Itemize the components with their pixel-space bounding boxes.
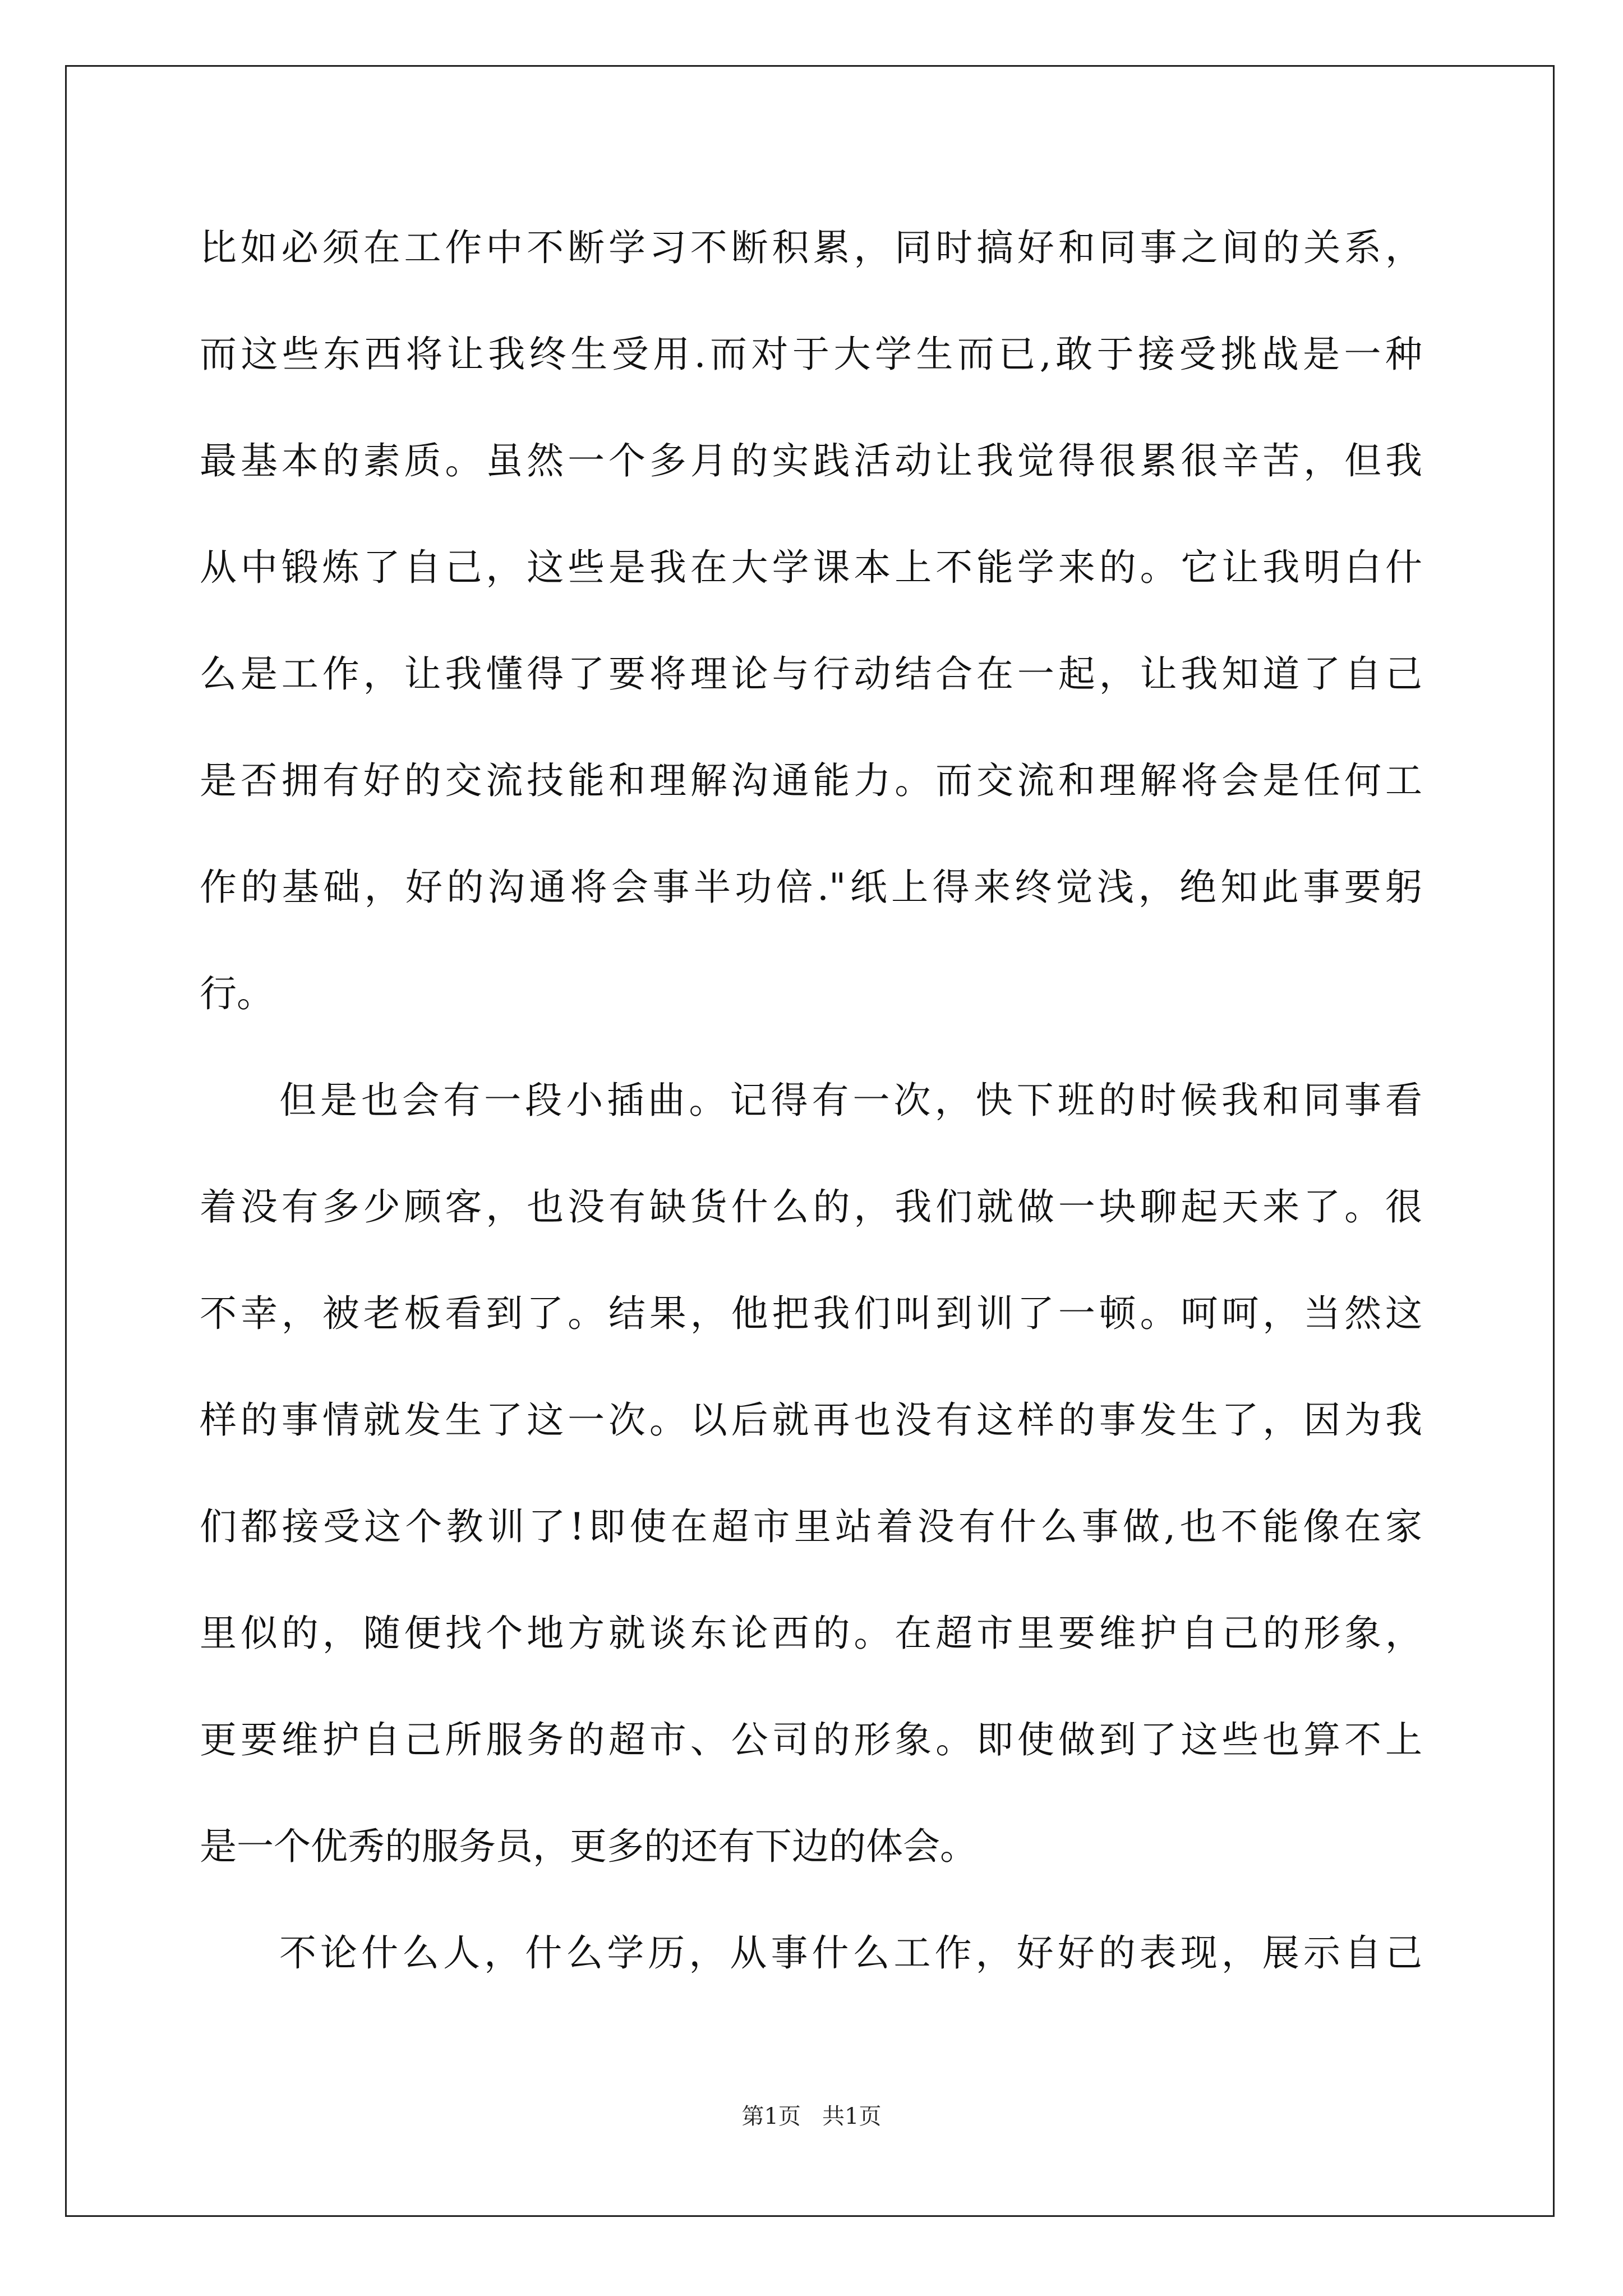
text-line: 着没有多少顾客，也没有缺货什么的，我们就做一块聊起天来了。很 [200, 1185, 1422, 1228]
text-line: 更要维护自己所服务的超市、公司的形象。即使做到了这些也算不上 [200, 1718, 1422, 1761]
page-number-footer: 第1页 共1页 [741, 2104, 882, 2129]
text-line: 样的事情就发生了这一次。以后就再也没有这样的事发生了，因为我 [200, 1398, 1422, 1442]
paragraph-first-line: 不论什么人，什么学历，从事什么工作，好好的表现，展示自己 [279, 1931, 1422, 1975]
text-line: 里似的，随便找个地方就谈东论西的。在超市里要维护自己的形象， [200, 1612, 1422, 1655]
paragraph-first-line: 但是也会有一段小插曲。记得有一次，快下班的时候我和同事看 [279, 1079, 1422, 1122]
text-line: 不幸，被老板看到了。结果，他把我们叫到训了一顿。呵呵，当然这 [200, 1292, 1422, 1335]
text-line: 最基本的素质。虽然一个多月的实践活动让我觉得很累很辛苦，但我 [200, 439, 1422, 482]
text-line: 而这些东西将让我终生受用.而对于大学生而已,敢于接受挑战是一种 [200, 333, 1422, 376]
text-line: 行。 [200, 972, 274, 1015]
page-border [65, 65, 1555, 2217]
text-line: 么是工作，让我懂得了要将理论与行动结合在一起，让我知道了自己 [200, 652, 1422, 696]
text-line: 从中锻炼了自己，这些是我在大学课本上不能学来的。它让我明白什 [200, 546, 1422, 589]
text-line: 作的基础，好的沟通将会事半功倍."纸上得来终觉浅，绝知此事要躬 [200, 866, 1422, 909]
text-line: 们都接受这个教训了!即使在超市里站着没有什么事做,也不能像在家 [200, 1505, 1422, 1548]
text-line: 比如必须在工作中不断学习不断积累，同时搞好和同事之间的关系， [200, 226, 1422, 269]
text-line: 是否拥有好的交流技能和理解沟通能力。而交流和理解将会是任何工 [200, 759, 1422, 802]
text-line: 是一个优秀的服务员，更多的还有下边的体会。 [200, 1825, 977, 1868]
